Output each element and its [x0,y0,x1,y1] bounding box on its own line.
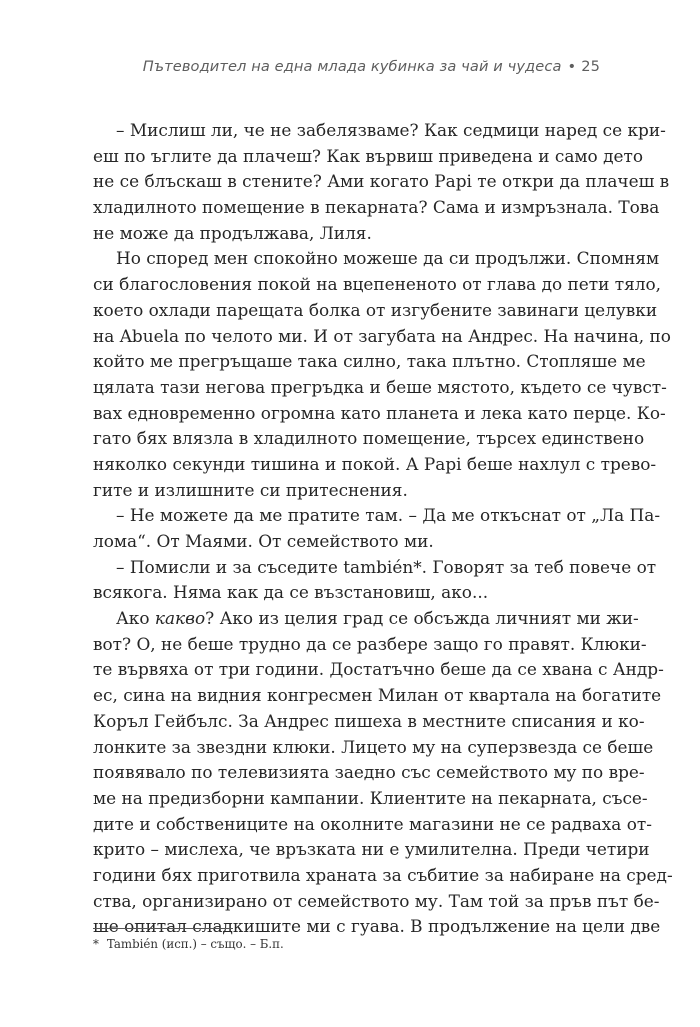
footnote-mark: * [93,937,99,951]
page-number: 25 [581,58,600,75]
running-head [143,58,600,75]
text-run: ? Ако из целия град се обсъжда личният ми жи- [205,608,639,629]
text-line: вот? О, не беше трудно да се разбере защо го правят. Клюки- [93,633,647,654]
text-line: лома“. От Маями. От семейството ми. [93,531,434,551]
text-line: крито – мислеха, че връзката ни е умилителна. Преди четири [93,839,650,860]
text-line: няколко секунди тишина и покой. А Рарі беше нахлул с трево- [93,453,657,474]
text-line: ме на предизборни кампании. Клиентите на пекарната, съсе- [93,787,648,808]
text-line: години бях приготвила храната за събитие за набиране на сред- [93,864,673,885]
text-line: ше опитал сладкишите ми с гуава. В продължение на цели две [93,916,661,937]
footnote-text: También (исп.) – също. – Б.п. [106,937,284,951]
text-line: появявало по телевизията заедно със семейството му по вре- [93,762,645,783]
text-line: на Abuela по челото ми. И от загубата на Андрес. На начина, по [93,325,671,346]
text-line: не може да продължава, Лиля. [93,222,372,243]
footnote [93,937,284,951]
text-line: Но според мен спокойно можеше да си продължи. Спомням [116,248,660,269]
emphasis-word: какво [154,608,206,629]
text-line: – Помисли и за съседите también*. Говорят за теб повече от [116,556,657,577]
text-line: вах едновременно огромна като планета и лека като перце. Ко- [93,402,666,423]
text-line: гато бях влязла в хладилното помещение, търсех единствено [93,428,645,449]
text-line: гите и излишните си притеснения. [93,479,408,500]
footnote-rule [93,928,233,929]
text-line: хладилното помещение в пекарната? Сама и измръзнала. Това [93,197,660,218]
text-line: си благословения покой на вцепененото от глава до пети тяло, [93,274,662,295]
text-line: ес, сина на видния конгресмен Милан от квартала на богатите [93,685,662,706]
text-line: лонките за звездни клюки. Лицето му на суперзвезда се беше [93,736,654,757]
running-title: Пътеводител на една млада кубинка за чай и чудеса [142,58,562,75]
text-line: всякога. Няма как да се възстановиш, ако... [93,582,489,603]
text-line: Коръл Гейбълс. За Андрес пишеха в местните списания и ко- [93,710,645,731]
text-run: Ако [116,608,155,629]
running-head-separator: • [567,58,577,75]
text-line: те вървяха от три години. Достатъчно беше да се хвана с Андр- [93,659,664,680]
text-line [93,606,639,632]
text-line: – Не можете да ме пратите там. – Да ме откъснат от „Ла Па- [116,505,661,526]
text-line: не се блъскаш в стените? Ами когато Рарі те откри да плачеш в [93,171,670,192]
text-line: – Мислиш ли, че не забелязваме? Как седмици наред се кри- [116,120,666,140]
text-line: който ме прегръщаше така силно, така плътно. Стопляше ме [93,351,646,372]
text-line: дите и собствениците на околните магазини не се радваха от- [93,813,652,834]
text-line: еш по ъглите да плачеш? Как вървиш приведена и само дето [93,145,643,166]
text-line: което охлади парещата болка от изгубените завинаги целувки [93,299,658,320]
body-text [93,118,673,940]
text-line: цялата тази негова прегръдка и беше мястото, където се чувст- [93,376,667,397]
text-line: ства, организирано от семейството му. Там той за пръв път бе- [93,890,660,911]
